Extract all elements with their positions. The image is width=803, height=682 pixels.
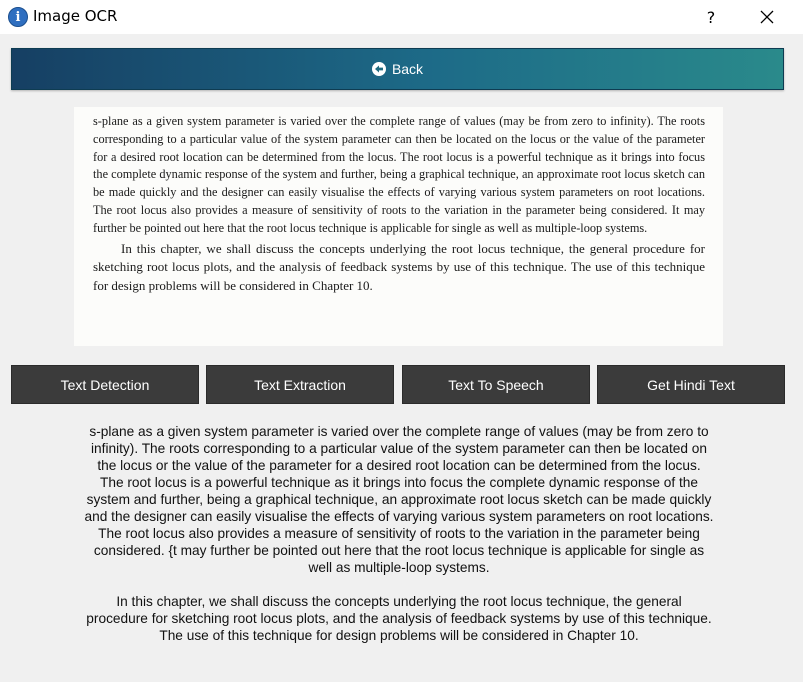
scan-paragraph-2: In this chapter, we shall discuss the concepts underlying the root locus technique, the general procedure for sketching root locus plots, and the analysis of feedback systems by use of this technique. The use of this technique for design problems will be considered in Chapter 10. bbox=[93, 240, 705, 293]
action-toolbar bbox=[11, 365, 785, 404]
get-hindi-text-button[interactable]: Get Hindi Text bbox=[597, 365, 785, 404]
back-button[interactable] bbox=[11, 48, 784, 90]
text-extraction-button[interactable]: Text Extraction bbox=[206, 365, 394, 404]
text-detection-button[interactable]: Text Detection bbox=[11, 365, 199, 404]
ocr-result-text bbox=[84, 423, 714, 644]
text-to-speech-button[interactable]: Text To Speech bbox=[402, 365, 590, 404]
title-bar bbox=[0, 0, 803, 34]
info-icon: i bbox=[8, 7, 28, 27]
scan-paragraph-1: s-plane as a given system parameter is varied over the complete range of values (may be from zero to infinity). The roots corresponding to a particular value of the system parameter can then be located on the locus or the value of the parameter for a desired root location can be determined from the locus. The root locus is a powerful technique as it brings into focus the complete dynamic response of the system and further, being a graphical technique, an approximate root locus sketch can be made quickly and the designer can easily visualise the effects of varying various system parameters on root locations. The root locus also provides a measure of sensitivity of roots to the variation in the parameter being considered. It may further be pointed out here that the root locus technique is applicable for single as well as multiple-loop systems. bbox=[93, 114, 705, 235]
result-paragraph-1: s-plane as a given system parameter is varied over the complete range of values (may be from zero to infinity). The roots corresponding to a particular value of the system parameter can then be located on the locus or the value of the parameter for a desired root location can be determined from the locus. The root locus is a powerful technique as it brings into focus the complete dynamic response of the system and further, being a graphical technique, an approximate root locus sketch can be made quickly and the designer can easily visualise the effects of varying various system parameters on root locations. The root locus also provides a measure of sensitivity of roots to the variation in the parameter being considered. {t may further be pointed out here that the root locus technique is applicable for single as well as multiple-loop systems. bbox=[84, 424, 714, 575]
help-button[interactable]: ? bbox=[706, 7, 716, 27]
scanned-page-image bbox=[74, 107, 723, 346]
close-icon bbox=[760, 10, 774, 24]
arrow-left-icon bbox=[372, 62, 386, 76]
close-button[interactable] bbox=[752, 2, 782, 32]
window-title: Image OCR bbox=[33, 7, 118, 25]
back-button-label: Back bbox=[391, 61, 424, 77]
result-paragraph-2: In this chapter, we shall discuss the concepts underlying the root locus technique, the general procedure for sketching root locus plots, and the analysis of feedback systems by use of this technique. The use of this technique for design problems will be considered in Chapter 10. bbox=[86, 594, 712, 643]
